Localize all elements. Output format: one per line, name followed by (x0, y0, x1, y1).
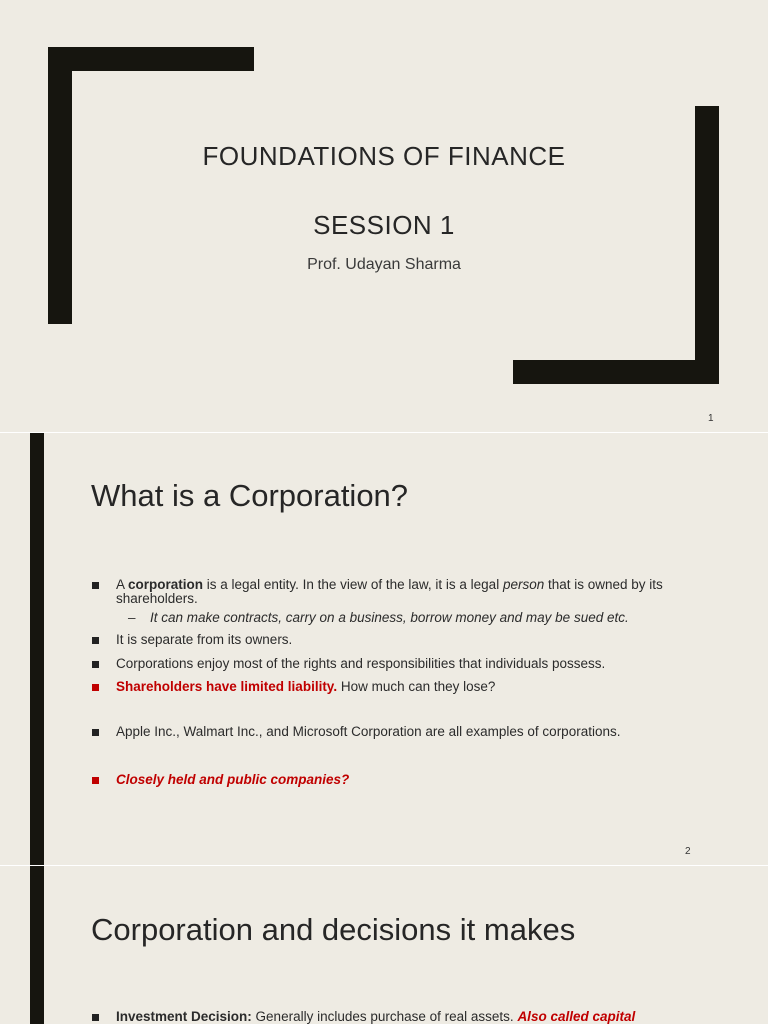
bullet-square-red-icon (92, 777, 99, 784)
course-title: FOUNDATIONS OF FINANCE (202, 141, 566, 171)
slide-title: Corporation and decisions it makes (91, 912, 576, 947)
corner-bracket-top-left-vertical (48, 47, 72, 324)
page-number: 2 (685, 846, 691, 857)
bullet-corporation-definition: A corporation is a legal entity. In the view of the law, it is a legal person that is owned by its shareholders. (92, 578, 682, 608)
bullet-investment-decision: Investment Decision: Generally includes purchase of real assets. Also called capital (92, 1010, 692, 1024)
page-number: 1 (708, 413, 714, 424)
slide-title: What is a Corporation? (91, 478, 409, 513)
bullet-square-red-icon (92, 684, 99, 691)
corner-bracket-bottom-right-horizontal (513, 360, 719, 384)
bullet-separate-owners: It is separate from its owners. (92, 633, 682, 649)
bullet-examples: Apple Inc., Walmart Inc., and Microsoft Corporation are all examples of corporations. (92, 725, 682, 741)
slide-3 (0, 866, 768, 1024)
slide-1 (0, 0, 768, 432)
bullet-square-icon (92, 661, 99, 668)
bullet-square-icon (92, 729, 99, 736)
corner-bracket-top-left-horizontal (48, 47, 254, 71)
bullet-square-icon (92, 1014, 99, 1021)
left-accent-bar (30, 866, 44, 1024)
bullet-rights: Corporations enjoy most of the rights and responsibilities that individuals possess. (92, 657, 682, 673)
dash-marker: – (128, 610, 136, 625)
presenter-name: Prof. Udayan Sharma (307, 256, 461, 273)
bullet-square-icon (92, 582, 99, 589)
bullet-limited-liability: Shareholders have limited liability. How much can they lose? (92, 680, 682, 696)
left-accent-bar (30, 433, 44, 865)
slide-2 (0, 433, 768, 865)
corporation-term: corporation (128, 577, 204, 592)
bullet-square-icon (92, 637, 99, 644)
sub-bullet-capabilities: – It can make contracts, carry on a business, borrow money and may be sued etc. (128, 610, 629, 625)
bullet-closely-held: Closely held and public companies? (92, 773, 682, 789)
session-title: SESSION 1 (313, 210, 455, 240)
